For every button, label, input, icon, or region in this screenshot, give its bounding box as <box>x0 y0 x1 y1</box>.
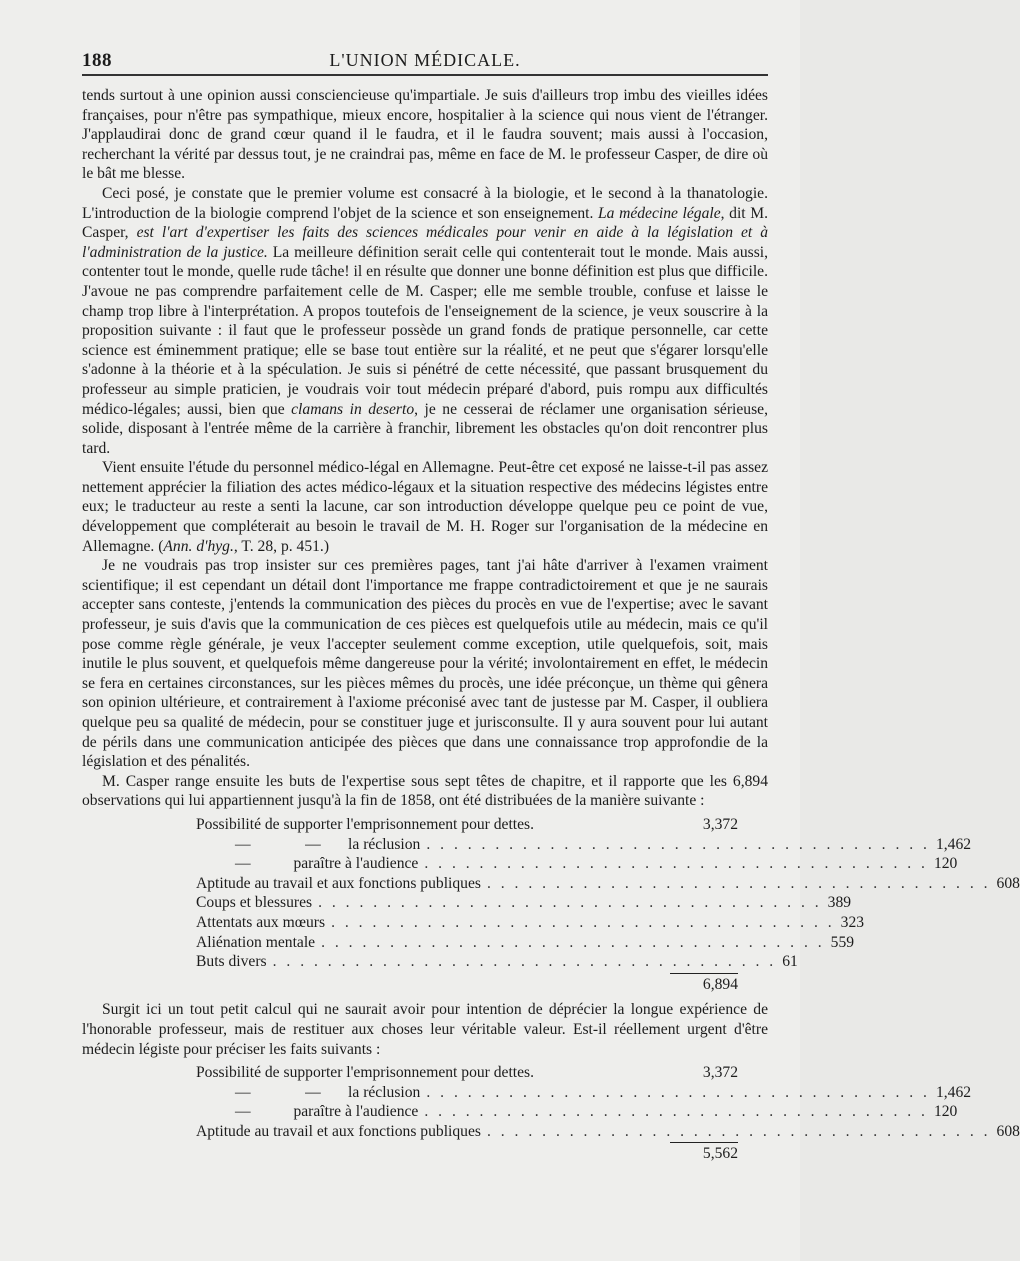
row-value: 323 <box>840 913 865 931</box>
article-body <box>82 86 1020 1164</box>
table-row <box>196 835 972 855</box>
row-value: 3,372 <box>702 1064 738 1082</box>
page-header <box>82 44 768 76</box>
text-run: , dit M. Casper, <box>82 204 768 242</box>
row-label: Attentats aux mœurs <box>196 913 326 931</box>
row-label: — paraître à l'audience <box>196 855 419 873</box>
paragraph <box>82 772 768 811</box>
text-run: M. Casper range ensuite les buts de l'expertise sous sept têtes de chapitre, et il rapporte que les 6,894 observations qui lui appartiennent jusqu'à la fin de 1858, ont été distribuées de la manière suivante : <box>82 772 768 810</box>
table-row <box>196 815 738 835</box>
italic-text: La médecine légale <box>598 204 721 222</box>
row-value: 559 <box>830 933 855 951</box>
row-value: 389 <box>827 894 852 912</box>
running-title: L'UNION MÉDICALE. <box>329 50 521 70</box>
total-value: 5,562 <box>670 1142 738 1164</box>
row-value: 608 <box>996 1122 1020 1140</box>
text-run: , je ne cesserai de réclamer une organisation sérieuse, solide, disposant à l'entrée même de la carrière à franchir, librement les obstacles qu'on doit rencontrer plus tard. <box>82 400 768 457</box>
dot-leader: . . . . . . . . . . . . . . . . . . . . . . . . . . . . . . . . . . . . . <box>321 933 825 951</box>
italic-text: clamans in deserto <box>291 400 415 418</box>
dot-leader: . . . . . . . . . . . . . . . . . . . . . . . . . . . . . . . . . . . . . <box>272 953 777 971</box>
text-run: Surgit ici un tout petit calcul qui ne saurait avoir pour intention de déprécier la longue expérience de l'honorable professeur, mais de restituer aux choses leur véritable valeur. Est-il réellement urgent d'être médecin légiste pour préciser les faits suivants : <box>82 1001 768 1058</box>
total-value: 6,894 <box>670 973 738 995</box>
table-row <box>196 874 1020 894</box>
table-row <box>196 854 958 874</box>
row-value: 1,462 <box>935 1083 972 1101</box>
total-row <box>196 1142 738 1164</box>
text-run: Ceci posé, je constate que le premier volume est consacré à la biologie, et le second à la thanatologie. L'introduction de la biologie comprend l'objet de la science et son enseignement. <box>82 184 768 222</box>
dot-leader: . . . . . . . . . . . . . . . . . . . . . . . . . . . . . . . . . . . . . <box>424 1103 928 1121</box>
text-run: Je ne voudrais pas trop insister sur ces premières pages, tant j'ai hâte d'arriver à l'examen vraiment scientifique; il est cependant un détail dont l'importance me frappe contradictoirement et que je ne saurais accepter sans conteste, j'entends la communication des pièces du procès en vue de l'expertise; avec le savant professeur, je suis d'avis que la communication de ces pièces est quelquefois utile au médecin, mais ce qu'il pose comme règle générale, je veux l'accepter seulement comme exception, utile quelquefois, soit, mais inutile le plus souvent, et quelquefois même dangereuse pour la vérité; involontairement en effet, le médecin se fera en certaines circonstances, sur les pièces mêmes du procès, une idée préconçue, un thème qui gênera son opinion ultérieure, et contrairement à l'axiome préconisé avec tant de justesse par M. Casper, il oubliera quelque peu sa qualité de médecin, pour se constituer juge et jurisconsulte. Il y aura souvent pour lui autant de périls dans une communication anticipée des pièces que dans une connaissance trop approfondie de la législation et des pénalités. <box>82 557 768 771</box>
page-number: 188 <box>82 50 112 71</box>
table-row <box>196 1102 958 1122</box>
text-run: , T. 28, p. 451.) <box>233 537 330 555</box>
paragraph-group <box>82 86 768 811</box>
paragraph <box>82 458 768 556</box>
row-label: Aptitude au travail et aux fonctions publiques <box>196 874 481 892</box>
row-label: Aptitude au travail et aux fonctions publiques <box>196 1122 481 1140</box>
paragraph <box>82 556 768 772</box>
row-label: — — la réclusion <box>196 835 421 853</box>
row-value: 608 <box>996 874 1020 892</box>
table-row <box>196 1083 972 1103</box>
row-label: Buts divers <box>196 953 267 971</box>
italic-text: est l'art d'expertiser les faits des sciences médicales pour venir en aide à la législation et à l'administration de la justice. <box>82 224 769 261</box>
statistics-table-observations <box>196 815 1020 994</box>
dot-leader: . . . . . . . . . . . . . . . . . . . . . . . . . . . . . . . . . . . . . <box>424 855 928 873</box>
italic-text: Ann. d'hyg. <box>163 537 234 555</box>
text-run: La meilleure définition serait celle qui contenterait tout le monde. Mais aussi, contenter tout le monde, quelle rude tâche! il en résulte que donner une bonne définition est plus que difficile. J'avoue ne pas comprendre parfaitement celle de M. Casper; elle me semble trouble, confuse et laisse le champ trop libre à l'interprétation. A propos toutefois de l'enseignement de la science, je veux souscrire à la proposition suivante : il faut que le professeur possède un grand fonds de pratique personnelle, car cette science est éminemment pratique; elle se base tout entière sur la réalité, et ne peut que s'égarer lorsqu'elle s'adonne à la théorie et à la spéculation. Je suis si pénétré de cette nécessité, que passant brusquement du professeur au simple praticien, je voudrais voir tout médecin préparé d'abord, puis rompu aux difficultés médico-légales; aussi, bien que <box>82 243 768 418</box>
row-label: — — la réclusion <box>196 1083 421 1101</box>
row-value: 61 <box>782 953 798 971</box>
dot-leader: . . . . . . . . . . . . . . . . . . . . . . . . . . . . . . . . . . . . . <box>486 1122 991 1140</box>
table-row <box>196 893 852 913</box>
table-row <box>196 1063 738 1083</box>
row-label: Aliénation mentale <box>196 933 316 951</box>
row-value: 120 <box>933 855 958 873</box>
row-label: Coups et blessures <box>196 894 313 912</box>
row-value: 3,372 <box>702 815 738 833</box>
dot-leader: . . . . . . . . . . . . . . . . . . . . . . . . . . . . . . . . . . . . . <box>318 894 822 912</box>
row-value: 1,462 <box>935 835 972 853</box>
row-value: 120 <box>933 1103 958 1121</box>
row-label: Possibilité de supporter l'emprisonnement pour dettes. <box>196 815 535 833</box>
paragraph <box>82 184 768 458</box>
text-run: tends surtout à une opinion aussi consciencieuse qu'impartiale. Je suis d'ailleurs trop imbu des vieilles idées françaises, pour n'être pas sympathique, mieux encore, hospitalier à la science qui nous vient de l'étranger. J'applaudirai donc de grand cœur quand il le faudra, et il le faudra souvent; mais aussi à l'occasion, recherchant la vérité par dessus tout, je ne craindrai pas, même en face de M. le professeur Casper, de dire où le bât me blesse. <box>82 87 768 183</box>
paragraph-group-after <box>82 1000 768 1059</box>
table-row <box>196 933 855 953</box>
text-run: Vient ensuite l'étude du personnel médico-légal en Allemagne. Peut-être cet exposé ne laisse-t-il pas assez nettement apprécier la filiation des actes médico-légaux et la situation respective des médecins légistes entre eux; le traducteur au reste a senti la lacune, car son introduction développe quelque peu ce point de vue, développement que compléterait au besoin le travail de M. H. Roger sur l'organisation de la médecine en Allemagne. ( <box>82 459 768 555</box>
total-row <box>196 973 738 995</box>
statistics-table-subset <box>196 1063 1020 1164</box>
row-label: — paraître à l'audience <box>196 1103 419 1121</box>
dot-leader: . . . . . . . . . . . . . . . . . . . . . . . . . . . . . . . . . . . . . <box>331 913 835 931</box>
paragraph <box>82 86 768 184</box>
row-label: Possibilité de supporter l'emprisonnement pour dettes. <box>196 1064 535 1082</box>
table-row <box>196 913 865 933</box>
table-row <box>196 1122 1020 1142</box>
dot-leader: . . . . . . . . . . . . . . . . . . . . . . . . . . . . . . . . . . . . . <box>486 874 991 892</box>
paragraph <box>82 1000 768 1059</box>
table-row <box>196 952 798 972</box>
dot-leader: . . . . . . . . . . . . . . . . . . . . . . . . . . . . . . . . . . . . . <box>426 835 930 853</box>
dot-leader: . . . . . . . . . . . . . . . . . . . . . . . . . . . . . . . . . . . . . <box>426 1083 930 1101</box>
